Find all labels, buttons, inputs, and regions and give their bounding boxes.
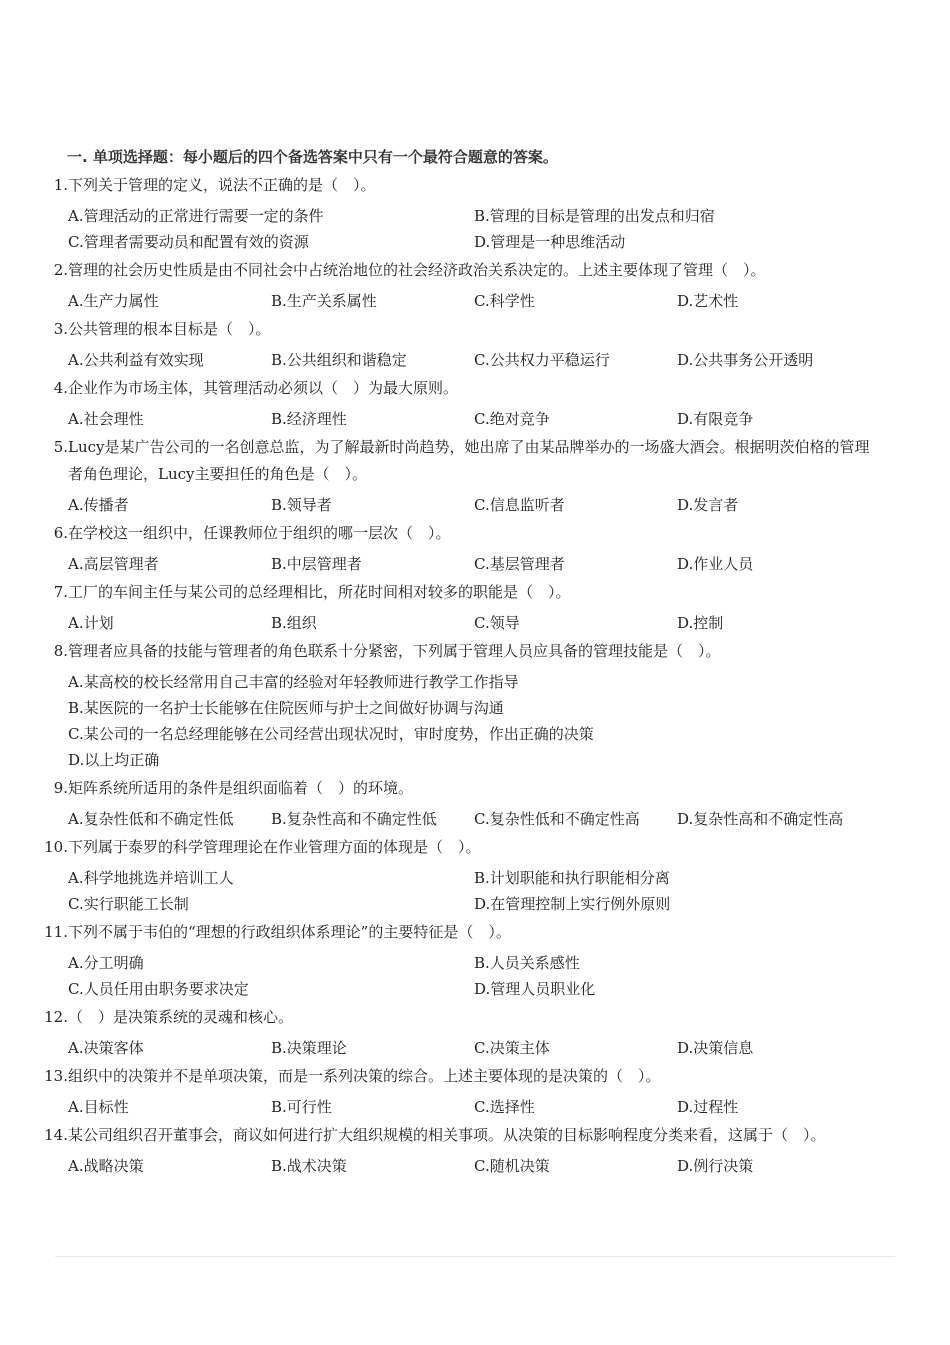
- question-number: 14.: [44, 1126, 68, 1144]
- option-a: A.管理活动的正常进行需要一定的条件: [68, 207, 324, 225]
- question-10: [0, 834, 950, 917]
- option-a: A.战略决策: [68, 1157, 144, 1175]
- section-title: 一. 单项选择题：每小题后的四个备选答案中只有一个最符合题意的答案。: [67, 148, 558, 166]
- question-7: [0, 579, 950, 636]
- question-5: [0, 434, 950, 518]
- option-a: A.决策客体: [68, 1039, 144, 1057]
- question-number: 1.: [53, 176, 68, 194]
- option-b: B.经济理性: [271, 410, 347, 428]
- question-stem: 工厂的车间主任与某公司的总经理相比，所花时间相对较多的职能是（ ）。: [68, 583, 571, 601]
- option-b: B.复杂性高和不确定性低: [271, 810, 437, 828]
- question-1: [0, 172, 950, 255]
- question-stem: 某公司组织召开董事会，商议如何进行扩大组织规模的相关事项。从决策的目标影响程度分类来看，这属于（ ）。: [68, 1126, 826, 1144]
- option-d: D.以上均正确: [68, 751, 160, 769]
- option-b: B.人员关系感性: [474, 954, 580, 972]
- option-b: B.生产关系属性: [271, 292, 377, 310]
- question-stem: 下列属于泰罗的科学管理理论在作业管理方面的体现是（ ）。: [68, 838, 481, 856]
- option-b: B.战术决策: [271, 1157, 347, 1175]
- option-b: B.中层管理者: [271, 555, 362, 573]
- question-stem: 公共管理的根本目标是（ ）。: [68, 320, 271, 338]
- option-c: C.某公司的一名总经理能够在公司经营出现状况时，审时度势，作出正确的决策: [68, 725, 594, 743]
- option-b: B.组织: [271, 614, 317, 632]
- option-c: C.选择性: [474, 1098, 535, 1116]
- question-list: [0, 172, 950, 1181]
- option-c: C.领导: [474, 614, 520, 632]
- option-c: C.随机决策: [474, 1157, 550, 1175]
- question-number: 8.: [53, 642, 68, 660]
- option-d: D.决策信息: [677, 1039, 754, 1057]
- question-2: [0, 257, 950, 314]
- option-d: D.管理是一种思维活动: [474, 233, 626, 251]
- option-c: C.管理者需要动员和配置有效的资源: [68, 233, 309, 251]
- option-d: D.发言者: [677, 496, 739, 514]
- question-3: [0, 316, 950, 373]
- option-a: A.生产力属性: [68, 292, 159, 310]
- question-4: [0, 375, 950, 432]
- option-c: C.绝对竞争: [474, 410, 550, 428]
- option-a: A.复杂性低和不确定性低: [68, 810, 234, 828]
- option-a: A.计划: [68, 614, 114, 632]
- question-stem: 矩阵系统所适用的条件是组织面临着（ ）的环境。: [68, 779, 414, 797]
- option-b: B.领导者: [271, 496, 332, 514]
- question-stem: 下列不属于韦伯的“理想的行政组织体系理论”的主要特征是（ ）。: [68, 923, 511, 941]
- question-12: [0, 1004, 950, 1061]
- option-c: C.实行职能工长制: [68, 895, 189, 913]
- option-b: B.管理的目标是管理的出发点和归宿: [474, 207, 715, 225]
- option-d: D.控制: [677, 614, 724, 632]
- question-number: 2.: [53, 261, 68, 279]
- option-a: A.分工明确: [68, 954, 144, 972]
- option-c: C.科学性: [474, 292, 535, 310]
- option-c: C.决策主体: [474, 1039, 550, 1057]
- question-13: [0, 1063, 950, 1120]
- question-stem: （ ）是决策系统的灵魂和核心。: [68, 1008, 294, 1026]
- option-d: D.公共事务公开透明: [677, 351, 814, 369]
- option-c: C.信息监听者: [474, 496, 565, 514]
- option-d: D.作业人员: [677, 555, 754, 573]
- question-stem: Lucy是某广告公司的一名创意总监，为了解最新时尚趋势，她出席了由某品牌举办的一场盛大酒会。根据明茨伯格的管理者角色理论，Lucy主要担任的角色是（ ）。: [68, 438, 870, 483]
- question-number: 6.: [53, 524, 68, 542]
- option-d: D.例行决策: [677, 1157, 754, 1175]
- question-stem: 管理者应具备的技能与管理者的角色联系十分紧密，下列属于管理人员应具备的管理技能是（ ）。: [68, 642, 721, 660]
- question-number: 7.: [53, 583, 68, 601]
- option-b: B.决策理论: [271, 1039, 347, 1057]
- option-a: A.目标性: [68, 1098, 129, 1116]
- option-d: D.复杂性高和不确定性高: [677, 810, 844, 828]
- option-d: D.在管理控制上实行例外原则: [474, 895, 671, 913]
- question-stem: 管理的社会历史性质是由不同社会中占统治地位的社会经济政治关系决定的。上述主要体现了管理（ ）。: [68, 261, 766, 279]
- question-number: 13.: [44, 1067, 68, 1085]
- option-c: C.人员任用由职务要求决定: [68, 980, 249, 998]
- option-a: A.传播者: [68, 496, 129, 514]
- question-number: 3.: [53, 320, 68, 338]
- option-a: A.社会理性: [68, 410, 144, 428]
- question-14: [0, 1122, 950, 1179]
- option-d: D.艺术性: [677, 292, 739, 310]
- question-number: 5.: [53, 438, 68, 456]
- question-8: [0, 638, 950, 773]
- question-stem: 在学校这一组织中，任课教师位于组织的哪一层次（ ）。: [68, 524, 451, 542]
- option-b: B.公共组织和谐稳定: [271, 351, 407, 369]
- question-number: 9.: [53, 779, 68, 797]
- question-number: 4.: [53, 379, 68, 397]
- option-b: B.计划职能和执行职能相分离: [474, 869, 670, 887]
- question-number: 11.: [44, 923, 68, 941]
- option-d: D.过程性: [677, 1098, 739, 1116]
- option-a: A.公共利益有效实现: [68, 351, 204, 369]
- option-a: A.高层管理者: [68, 555, 159, 573]
- question-11: [0, 919, 950, 1002]
- question-stem: 企业作为市场主体，其管理活动必须以（ ）为最大原则。: [68, 379, 459, 397]
- question-stem: 组织中的决策并不是单项决策，而是一系列决策的综合。上述主要体现的是决策的（ ）。: [68, 1067, 661, 1085]
- question-9: [0, 775, 950, 832]
- option-a: A.科学地挑选并培训工人: [68, 869, 234, 887]
- option-b: B.某医院的一名护士长能够在住院医师与护士之间做好协调与沟通: [68, 699, 504, 717]
- option-d: D.管理人员职业化: [474, 980, 596, 998]
- option-c: C.基层管理者: [474, 555, 565, 573]
- option-d: D.有限竞争: [677, 410, 754, 428]
- option-b: B.可行性: [271, 1098, 332, 1116]
- option-c: C.公共权力平稳运行: [474, 351, 610, 369]
- option-c: C.复杂性低和不确定性高: [474, 810, 640, 828]
- question-number: 10.: [44, 838, 68, 856]
- footer-divider: [55, 1256, 895, 1257]
- option-a: A.某高校的校长经常用自己丰富的经验对年轻教师进行教学工作指导: [68, 673, 519, 691]
- question-stem: 下列关于管理的定义，说法不正确的是（ ）。: [68, 176, 376, 194]
- question-6: [0, 520, 950, 577]
- question-number: 12.: [44, 1008, 68, 1026]
